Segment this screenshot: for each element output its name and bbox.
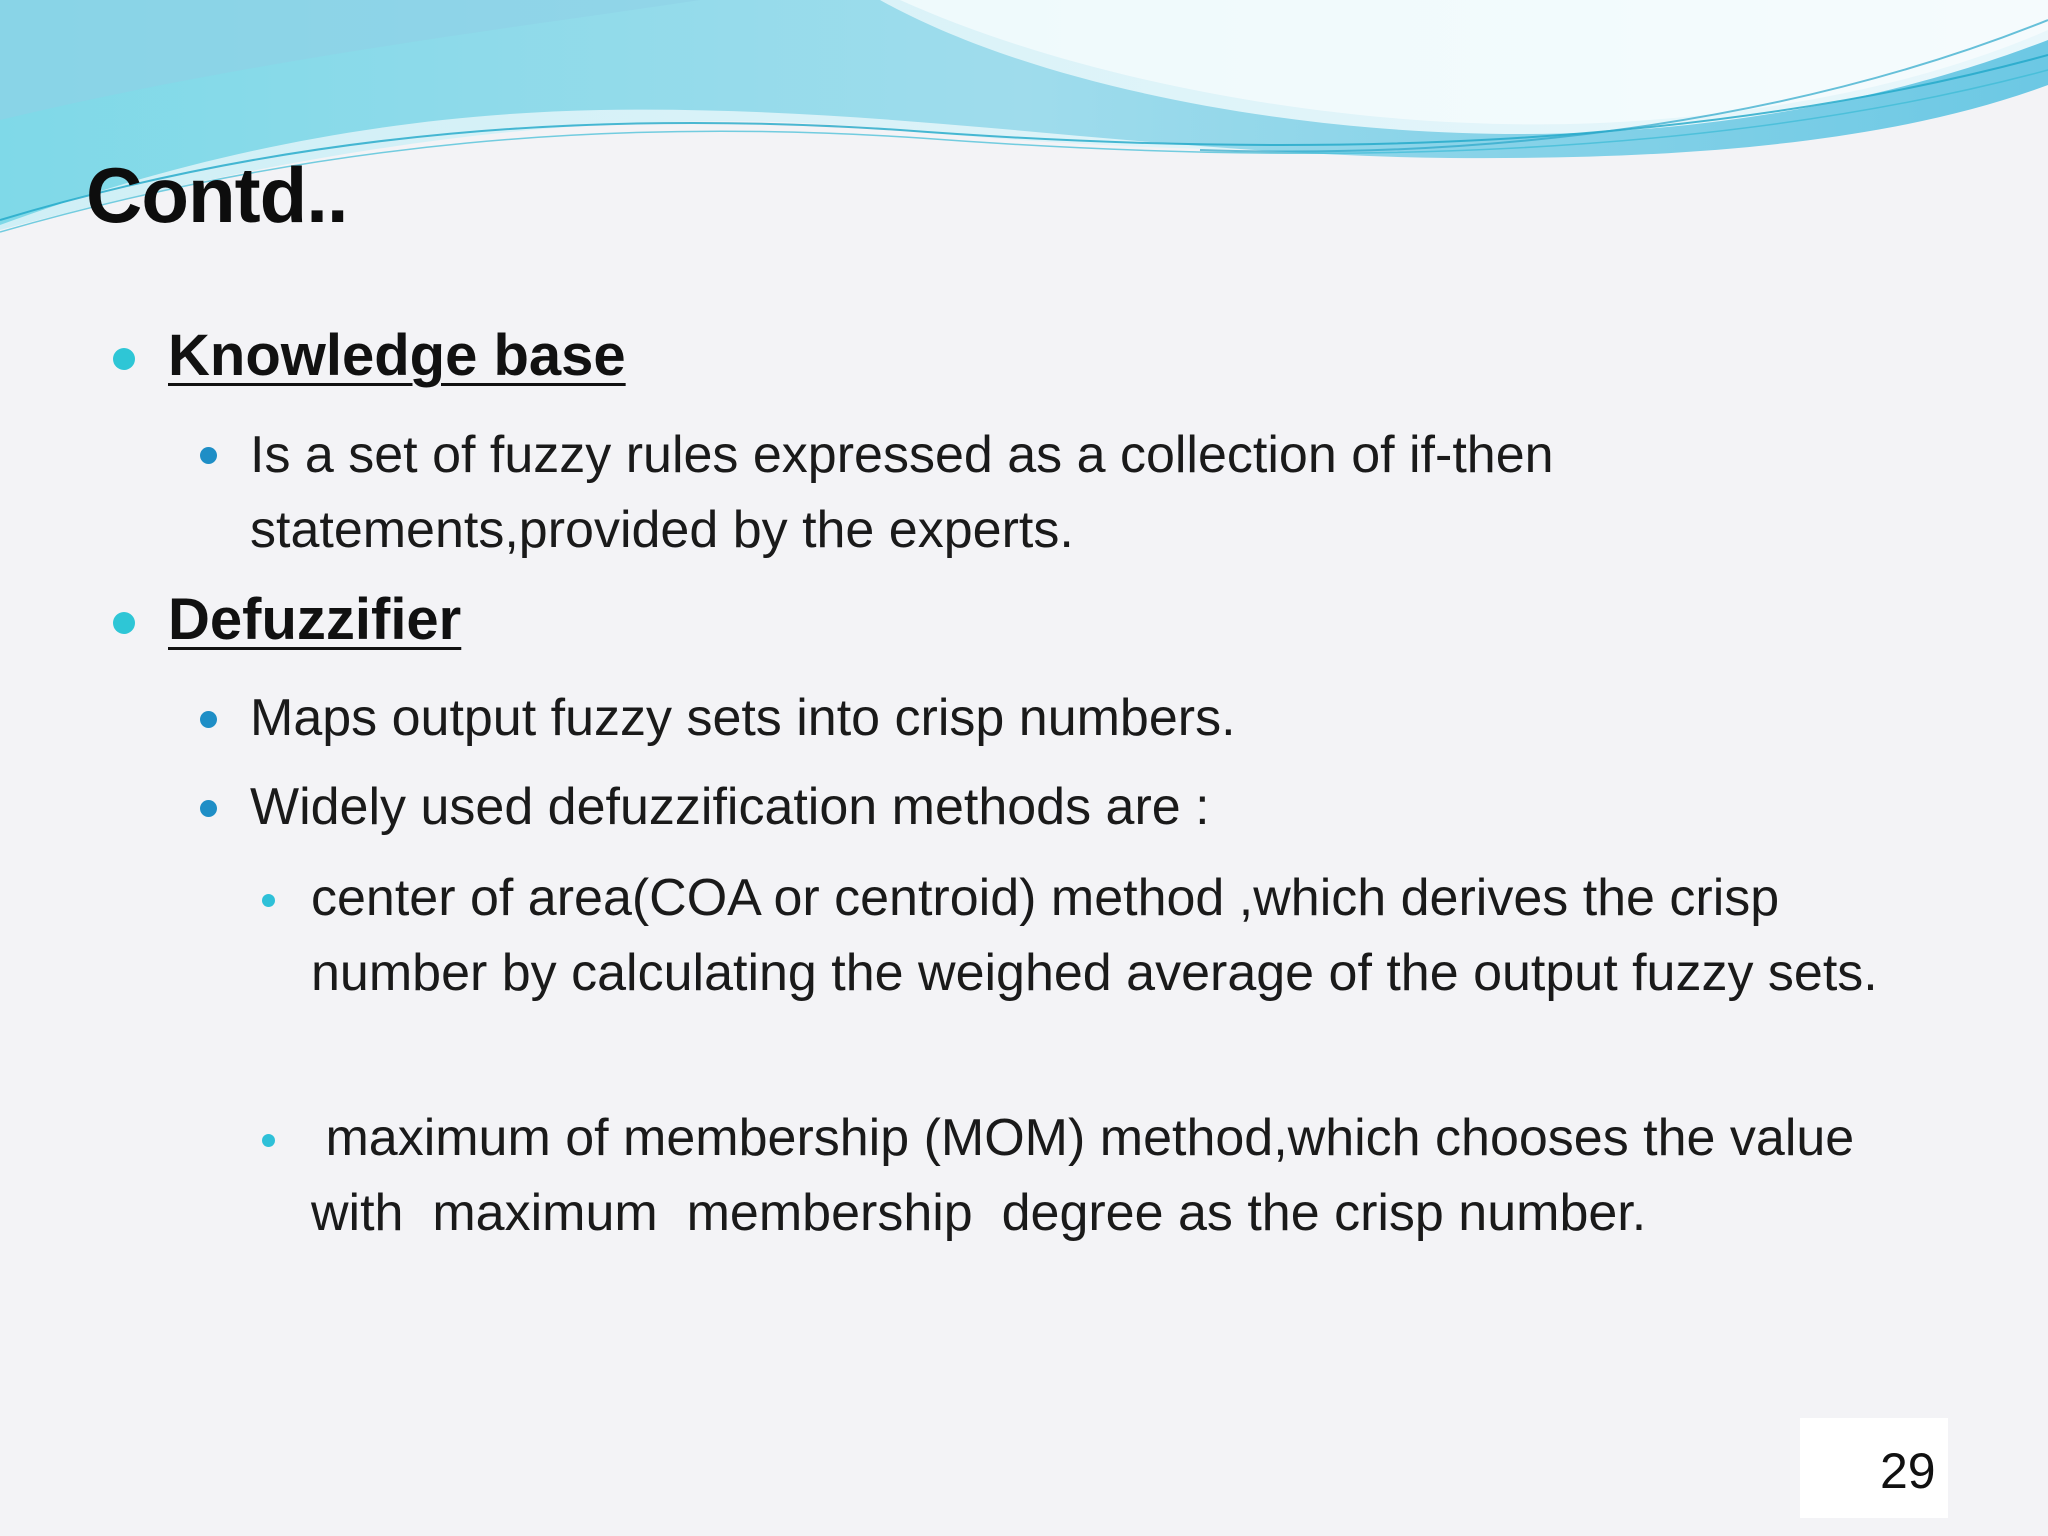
- bullet-icon: [200, 711, 217, 728]
- section-heading-defuzzifier: Defuzzifier: [168, 587, 462, 652]
- list-item: Is a set of fuzzy rules expressed as a collection of if-then statements,provided by the experts.: [250, 426, 1554, 559]
- sub-list-item: maximum of membership (MOM) method,which chooses the value with maximum membership degree as the crisp number.: [311, 1109, 1884, 1242]
- bullet-icon: [113, 612, 135, 634]
- section-heading-knowledge-base: Knowledge base: [168, 323, 626, 388]
- bullet-icon: [113, 348, 135, 370]
- list-item: Widely used defuzzification methods are :: [250, 778, 1210, 836]
- list-item: Maps output fuzzy sets into crisp numbers.: [250, 689, 1236, 747]
- sub-list-item: center of area(COA or centroid) method ,which derives the crisp number by calculating the weighed average of the output fuzzy sets.: [311, 869, 1878, 1002]
- slide-title: Contd..: [86, 151, 348, 239]
- bullet-icon: [200, 800, 217, 817]
- bullet-icon: [262, 894, 275, 907]
- bullet-icon: [200, 447, 217, 464]
- bullet-icon: [262, 1134, 275, 1147]
- page-number: 29: [1880, 1443, 1936, 1499]
